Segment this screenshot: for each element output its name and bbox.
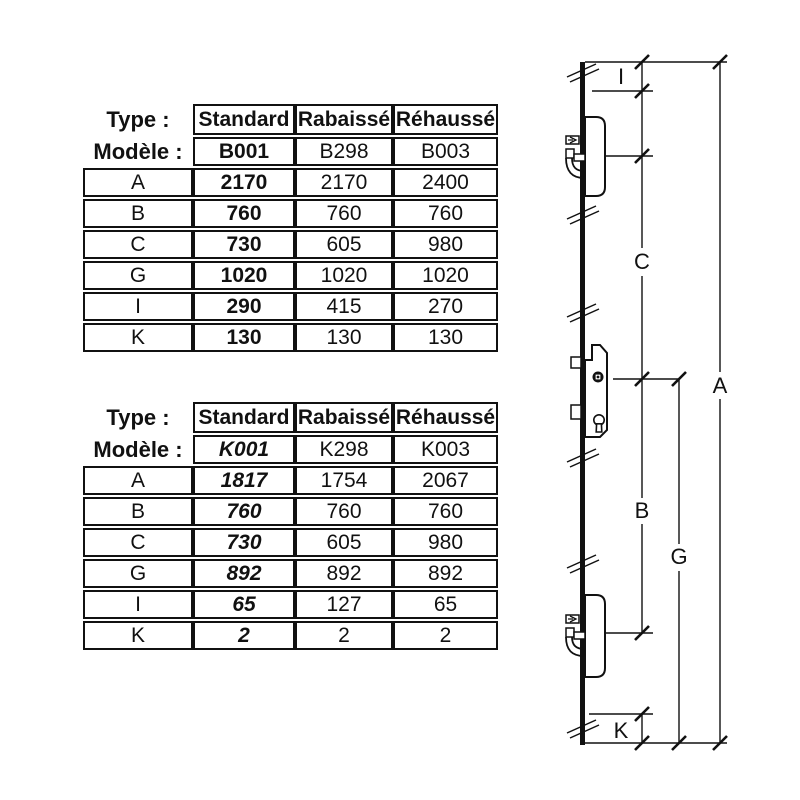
value-cell: 1817 bbox=[193, 466, 295, 495]
type-label: Type : bbox=[106, 405, 170, 430]
multipoint-lock-drawing bbox=[540, 30, 770, 780]
value-cell: 760 bbox=[295, 497, 393, 526]
table-row-type bbox=[83, 402, 498, 433]
model-rehausse: B003 bbox=[393, 137, 498, 166]
table-row bbox=[83, 168, 498, 197]
value-cell: 2 bbox=[193, 621, 295, 650]
dim-cell: G bbox=[83, 559, 193, 588]
value-cell: 2400 bbox=[393, 168, 498, 197]
top-hook-pivot bbox=[566, 149, 574, 158]
spec-table-k bbox=[83, 400, 498, 652]
dim-cell: C bbox=[83, 528, 193, 557]
dim-cell: A bbox=[83, 168, 193, 197]
table-row bbox=[83, 323, 498, 352]
col-header-standard: Standard bbox=[193, 402, 295, 433]
table-row bbox=[83, 497, 498, 526]
dim-cell: I bbox=[83, 590, 193, 619]
dim-cell: K bbox=[83, 323, 193, 352]
handle-follower-hub bbox=[593, 372, 604, 383]
dim-cell: I bbox=[83, 292, 193, 321]
value-cell: 760 bbox=[193, 199, 295, 228]
table-row-type bbox=[83, 104, 498, 135]
dim-cell: B bbox=[83, 199, 193, 228]
value-cell: 65 bbox=[193, 590, 295, 619]
bottom-hook-lock-case bbox=[566, 595, 605, 677]
table-row bbox=[83, 292, 498, 321]
value-cell: 2170 bbox=[295, 168, 393, 197]
top-hook-lock-case bbox=[566, 117, 605, 196]
value-cell: 1754 bbox=[295, 466, 393, 495]
spec-table-k-wrap bbox=[83, 400, 498, 652]
table-row bbox=[83, 466, 498, 495]
col-header-rehausse: Réhaussé bbox=[393, 104, 498, 135]
value-cell: 270 bbox=[393, 292, 498, 321]
value-cell: 980 bbox=[393, 230, 498, 259]
value-cell: 1020 bbox=[193, 261, 295, 290]
table-row bbox=[83, 230, 498, 259]
col-header-rabaisse: Rabaissé bbox=[295, 402, 393, 433]
table-row bbox=[83, 559, 498, 588]
table-row-model bbox=[83, 137, 498, 166]
value-cell: 127 bbox=[295, 590, 393, 619]
value-cell: 605 bbox=[295, 528, 393, 557]
value-cell: 2 bbox=[295, 621, 393, 650]
value-cell: 892 bbox=[295, 559, 393, 588]
model-rehausse: K003 bbox=[393, 435, 498, 464]
value-cell: 2170 bbox=[193, 168, 295, 197]
value-cell: 605 bbox=[295, 230, 393, 259]
dim-label-a: A bbox=[712, 373, 728, 398]
central-gearbox bbox=[571, 345, 607, 437]
value-cell: 415 bbox=[295, 292, 393, 321]
value-cell: 892 bbox=[393, 559, 498, 588]
dim-label-k: K bbox=[613, 718, 629, 743]
value-cell: 760 bbox=[393, 199, 498, 228]
dim-cell: G bbox=[83, 261, 193, 290]
value-cell: 730 bbox=[193, 230, 295, 259]
latch-keep bbox=[571, 357, 581, 368]
model-rabaisse: K298 bbox=[295, 435, 393, 464]
value-cell: 130 bbox=[295, 323, 393, 352]
dim-label-i: I bbox=[617, 64, 625, 89]
value-cell: 130 bbox=[193, 323, 295, 352]
value-cell: 760 bbox=[295, 199, 393, 228]
value-cell: 760 bbox=[193, 497, 295, 526]
value-cell: 2067 bbox=[393, 466, 498, 495]
dim-label-c: C bbox=[634, 249, 650, 274]
table-row bbox=[83, 528, 498, 557]
dim-cell: A bbox=[83, 466, 193, 495]
value-cell: 290 bbox=[193, 292, 295, 321]
dimension-ticks bbox=[635, 55, 727, 750]
dimension-lines bbox=[642, 62, 720, 743]
dim-cell: K bbox=[83, 621, 193, 650]
value-cell: 2 bbox=[393, 621, 498, 650]
col-header-standard: Standard bbox=[193, 104, 295, 135]
value-cell: 130 bbox=[393, 323, 498, 352]
spec-table-b-wrap bbox=[83, 102, 498, 354]
model-standard: B001 bbox=[193, 137, 295, 166]
spec-table-b bbox=[83, 102, 498, 354]
model-standard: K001 bbox=[193, 435, 295, 464]
dim-label-b: B bbox=[634, 498, 650, 523]
table-row bbox=[83, 199, 498, 228]
value-cell: 760 bbox=[393, 497, 498, 526]
dim-label-g: G bbox=[670, 544, 688, 569]
col-header-rabaisse: Rabaissé bbox=[295, 104, 393, 135]
value-cell: 730 bbox=[193, 528, 295, 557]
model-label: Modèle : bbox=[93, 437, 183, 462]
table-row bbox=[83, 621, 498, 650]
model-label: Modèle : bbox=[93, 139, 183, 164]
value-cell: 1020 bbox=[295, 261, 393, 290]
bottom-hook-pivot bbox=[566, 628, 574, 637]
dim-cell: B bbox=[83, 497, 193, 526]
value-cell: 980 bbox=[393, 528, 498, 557]
model-rabaisse: B298 bbox=[295, 137, 393, 166]
table-row bbox=[83, 590, 498, 619]
bolt-keep bbox=[571, 405, 581, 419]
dim-cell: C bbox=[83, 230, 193, 259]
table-row-model bbox=[83, 435, 498, 464]
value-cell: 65 bbox=[393, 590, 498, 619]
type-label: Type : bbox=[106, 107, 170, 132]
value-cell: 1020 bbox=[393, 261, 498, 290]
col-header-rehausse: Réhaussé bbox=[393, 402, 498, 433]
table-row bbox=[83, 261, 498, 290]
value-cell: 892 bbox=[193, 559, 295, 588]
